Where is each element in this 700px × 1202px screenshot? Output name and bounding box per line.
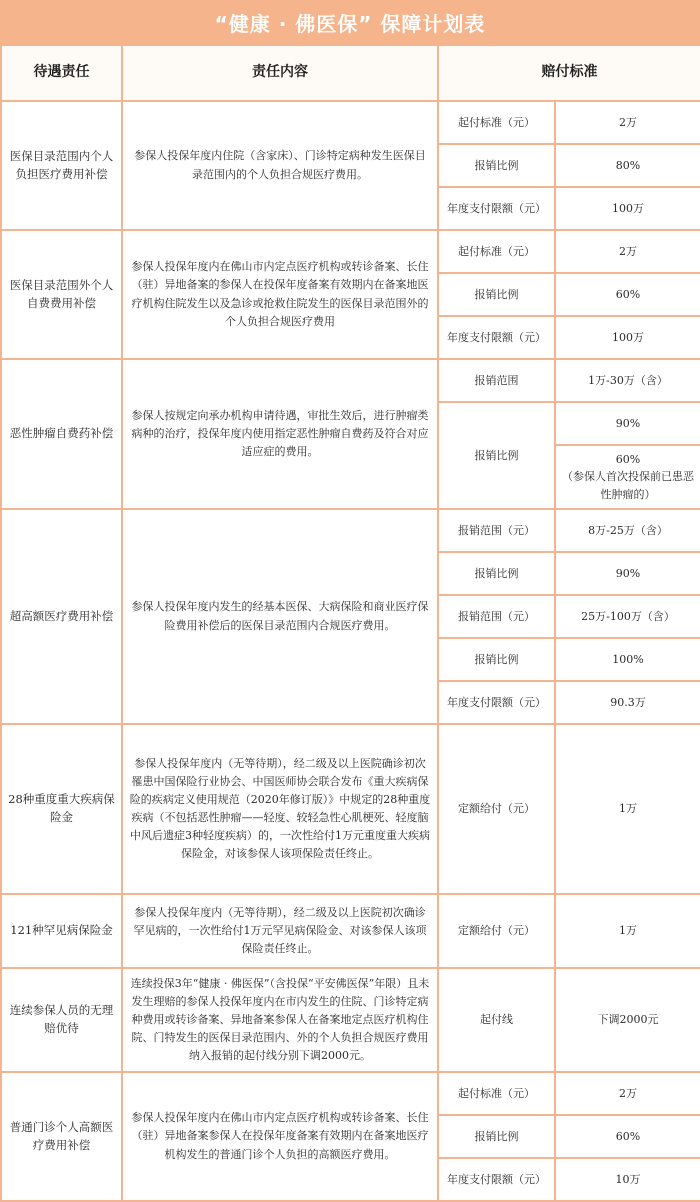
table-row (1, 230, 700, 273)
header-standard: 赔付标准 (438, 45, 700, 101)
standard-item: 起付标准（元） (438, 1072, 555, 1115)
responsibility-cell: 医保目录范围内个人负担医疗费用补偿 (1, 101, 122, 230)
table-row (1, 1072, 700, 1115)
standard-value: 2万 (555, 1072, 700, 1115)
standard-value: 100万 (555, 187, 700, 230)
responsibility-cell: 超高额医疗费用补偿 (1, 509, 122, 724)
responsibility-cell: 医保目录范围外个人自费费用补偿 (1, 230, 122, 359)
standard-value: 2万 (555, 230, 700, 273)
standard-value: 60% (555, 273, 700, 316)
content-cell: 连续投保3年“健康 · 佛医保”（含投保“平安佛医保”年限）且未发生理赔的参保人投保年度内在市内发生的住院、门诊特定病种费用或转诊备案、异地备案参保人在备案地定点医疗机构住院、门特发生的医保目录范围内、外的个人负担合规医疗费用纳入报销的起付线分别下调2000元。 (122, 968, 438, 1072)
coverage-table (0, 44, 700, 1202)
table-row (1, 101, 700, 144)
responsibility-cell: 普通门诊个人高额医疗费用补偿 (1, 1072, 122, 1201)
standard-value: 下调2000元 (555, 968, 700, 1072)
standard-value: 100万 (555, 316, 700, 359)
responsibility-cell: 28种重度重大疾病保险金 (1, 724, 122, 894)
standard-item: 起付线 (438, 968, 555, 1072)
table-row (1, 509, 700, 552)
standard-value: 90% (555, 552, 700, 595)
standard-item: 报销比例 (438, 552, 555, 595)
standard-value (555, 445, 700, 509)
page-title: “健康 · 佛医保” 保障计划表 (214, 11, 486, 36)
standard-value: 100% (555, 638, 700, 681)
table-header-row (1, 45, 700, 101)
header-responsibility: 待遇责任 (1, 45, 122, 101)
standard-item: 报销比例 (438, 144, 555, 187)
standard-value: 90% (555, 402, 700, 445)
standard-item: 报销比例 (438, 273, 555, 316)
content-cell: 参保人投保年度内在佛山市内定点医疗机构或转诊备案、长住（驻）异地备案参保人在投保年度备案有效期内在备案地医疗机构发生的普通门诊个人负担的高额医疗费用。 (122, 1072, 438, 1201)
standard-item: 年度支付限额（元） (438, 316, 555, 359)
standard-value: 80% (555, 144, 700, 187)
standard-item: 年度支付限额（元） (438, 187, 555, 230)
standard-item: 年度支付限额（元） (438, 681, 555, 724)
standard-item: 定额给付（元） (438, 724, 555, 894)
standard-item: 报销范围 (438, 359, 555, 402)
content-cell: 参保人按规定向承办机构申请待遇，审批生效后，进行肿瘤类病种的治疗，投保年度内使用指定恶性肿瘤自费药及符合对应适应症的费用。 (122, 359, 438, 509)
standard-item: 报销比例 (438, 638, 555, 681)
standard-item: 定额给付（元） (438, 894, 555, 968)
table-row (1, 359, 700, 402)
page-title-banner (0, 0, 700, 44)
table-row (1, 894, 700, 968)
standard-value: 25万-100万（含） (555, 595, 700, 638)
responsibility-cell: 恶性肿瘤自费药补偿 (1, 359, 122, 509)
content-cell: 参保人投保年度内发生的经基本医保、大病保险和商业医疗保险费用补偿后的医保目录范围内合规医疗费用。 (122, 509, 438, 724)
responsibility-cell: 连续参保人员的无理赔优待 (1, 968, 122, 1072)
standard-item: 报销范围（元） (438, 509, 555, 552)
standard-value: 60% (555, 1115, 700, 1158)
standard-value-main: 60% (615, 453, 641, 467)
standard-value: 1万 (555, 894, 700, 968)
content-cell: 参保人投保年度内住院（含家床）、门诊特定病种发生医保目录范围内的个人负担合规医疗费用。 (122, 101, 438, 230)
content-cell: 参保人投保年度内在佛山市内定点医疗机构或转诊备案、长住（驻）异地备案的参保人在投保年度备案有效期内在备案地医疗机构住院发生以及急诊或抢救住院发生的医保目录范围外的个人负担合规医疗费用 (122, 230, 438, 359)
standard-value: 2万 (555, 101, 700, 144)
content-cell: 参保人投保年度内（无等待期），经二级及以上医院初次确诊罕见病的，一次性给付1万元罕见病保险金、对该参保人该项保险责任终止。 (122, 894, 438, 968)
standard-item: 年度支付限额（元） (438, 1158, 555, 1201)
header-content: 责任内容 (122, 45, 438, 101)
standard-item: 报销比例 (438, 1115, 555, 1158)
content-cell: 参保人投保年度内（无等待期），经二级及以上医院确诊初次罹患中国保险行业协会、中国医师协会联合发布《重大疾病保险的疾病定义使用规范（2020年修订版）》中规定的28种重度疾病（不包括恶性肿瘤——轻度、较轻急性心肌梗死、轻度脑中风后遗症3种轻度疾病）的，一次性给付1万元重度重大疾病保险金，对该参保人该项保险责任终止。 (122, 724, 438, 894)
standard-value: 90.3万 (555, 681, 700, 724)
table-row (1, 968, 700, 1072)
standard-value: 10万 (555, 1158, 700, 1201)
standard-value-note: （参保人首次投保前已患恶性肿瘤的） (562, 470, 694, 501)
standard-item: 报销比例 (438, 402, 555, 509)
standard-item: 起付标准（元） (438, 230, 555, 273)
responsibility-cell: 121种罕见病保险金 (1, 894, 122, 968)
standard-item: 报销范围（元） (438, 595, 555, 638)
table-row (1, 724, 700, 894)
standard-item: 起付标准（元） (438, 101, 555, 144)
standard-value: 8万-25万（含） (555, 509, 700, 552)
standard-value: 1万 (555, 724, 700, 894)
standard-value: 1万-30万（含） (555, 359, 700, 402)
